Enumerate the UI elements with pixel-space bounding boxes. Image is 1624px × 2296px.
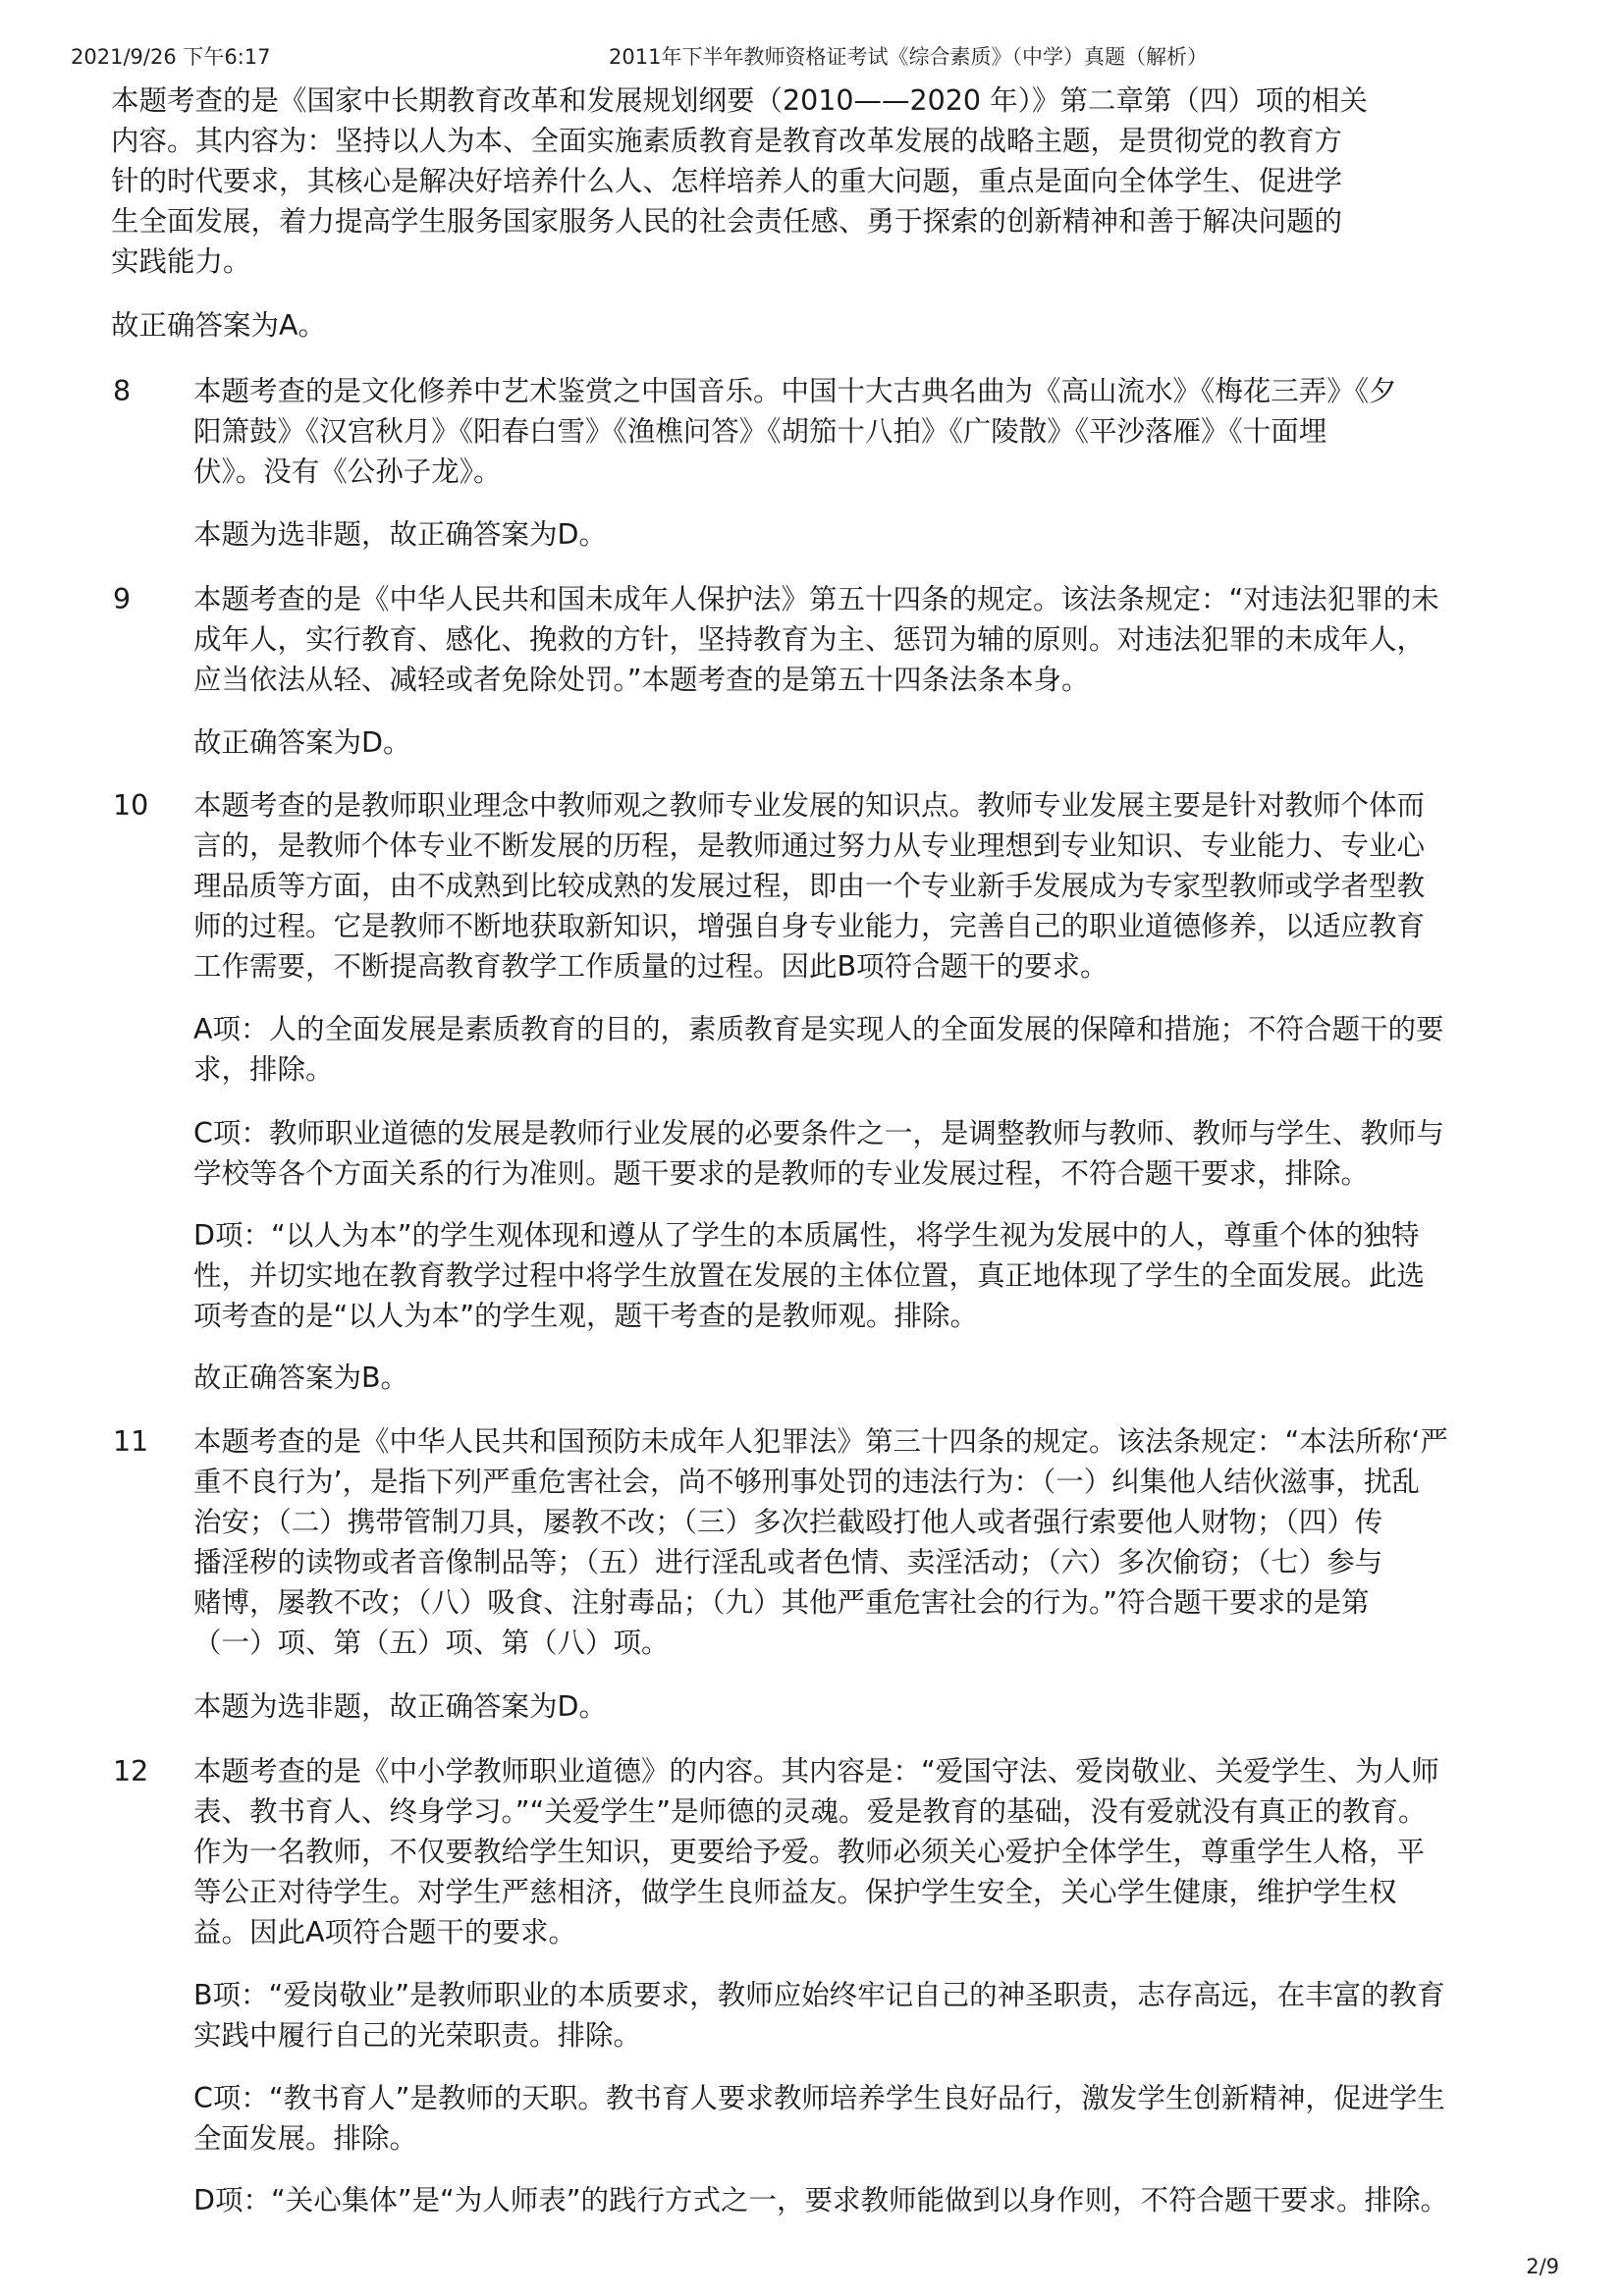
- q9-answer: 故正确答案为D。: [193, 726, 411, 759]
- text-line: 重不良行为’，是指下列严重危害社会，尚不够刑事处罚的违法行为：（一）纠集他人结伙滋事，扰乱: [193, 1466, 1420, 1498]
- text-line: 治安；（二）携带管制刀具，屡教不改；（三）多次拦截殴打他人或者强行索要他人财物；（四）传: [193, 1506, 1383, 1538]
- q10-option-d: [193, 1215, 1425, 1336]
- q11-explanation: [193, 1421, 1448, 1663]
- question-number-8: 8: [113, 375, 132, 407]
- q8-explanation: [193, 371, 1397, 492]
- question-number-11: 11: [113, 1425, 149, 1458]
- text-line: 生全面发展，着力提高学生服务国家服务人民的社会责任感、勇于探索的创新精神和善于解决问题的: [111, 205, 1343, 238]
- text-line: C项：教师职业道德的发展是教师行业发展的必要条件之一，是调整教师与教师、教师与学生、教师与: [193, 1117, 1444, 1149]
- text-line: 本题考查的是《国家中长期教育改革和发展规划纲要（2010——2020 年）》第二章第（四）项的相关: [111, 84, 1368, 117]
- text-line: 播淫秽的读物或者音像制品等；（五）进行淫乱或者色情、卖淫活动；（六）多次偷窃；（七）参与: [193, 1546, 1383, 1578]
- document-title: 2011年下半年教师资格证考试《综合素质》（中学）真题（解析）: [609, 45, 1208, 69]
- q12-option-c: [193, 2078, 1445, 2159]
- text-line: 全面发展。排除。: [193, 2122, 418, 2155]
- text-line: 内容。其内容为：坚持以人为本、全面实施素质教育是教育改革发展的战略主题，是贯彻党的教育方: [111, 125, 1343, 157]
- q12-option-d: [193, 2180, 1448, 2220]
- q10-option-a: [193, 1009, 1444, 1090]
- text-line: 应当依法从轻、减轻或者免除处罚。”本题考查的是第五十四条法条本身。: [193, 664, 1090, 696]
- q10-answer: 故正确答案为B。: [193, 1362, 409, 1394]
- text-line: C项：“教书育人”是教师的天职。教书育人要求教师培养学生良好品行，激发学生创新精神，促进学生: [193, 2082, 1445, 2114]
- text-line: 本题考查的是教师职业理念中教师观之教师专业发展的知识点。教师专业发展主要是针对教师个体而: [193, 789, 1426, 822]
- intro-paragraph: [111, 80, 1368, 282]
- text-line: 本题考查的是《中小学教师职业道德》的内容。其内容是：“爱国守法、爱岗敬业、关爱学生、为人师: [193, 1755, 1439, 1788]
- q12-explanation: [193, 1751, 1439, 1952]
- text-line: 本题考查的是文化修养中艺术鉴赏之中国音乐。中国十大古典名曲为《高山流水》《梅花三弄》《夕: [193, 375, 1397, 407]
- text-line: 阳箫鼓》《汉宫秋月》《阳春白雪》《渔樵问答》《胡笳十八拍》《广陵散》《平沙落雁》《十面埋: [193, 415, 1327, 448]
- question-number-10: 10: [113, 789, 149, 822]
- q10-option-c: [193, 1113, 1444, 1194]
- text-line: 实践中履行自己的光荣职责。排除。: [193, 2019, 642, 2052]
- text-line: 项考查的是“以人为本”的学生观，题干考查的是教师观。排除。: [193, 1300, 979, 1332]
- q8-answer: 本题为选非题，故正确答案为D。: [193, 518, 607, 551]
- text-line: 性，并切实地在教育教学过程中将学生放置在发展的主体位置，真正地体现了学生的全面发展。此选: [193, 1259, 1426, 1292]
- q12-option-b: [193, 1975, 1445, 2056]
- text-line: B项：“爱岗敬业”是教师职业的本质要求，教师应始终牢记自己的神圣职责，志存高远，在丰富的教育: [193, 1979, 1445, 2011]
- text-line: 表、教书育人、终身学习。”“关爱学生”是师德的灵魂。爱是教育的基础，没有爱就没有真正的教育。: [193, 1795, 1427, 1828]
- text-line: 本题考查的是《中华人民共和国预防未成年人犯罪法》第三十四条的规定。该法条规定：“本法所称‘严: [193, 1425, 1448, 1458]
- q10-explanation: [193, 785, 1425, 987]
- text-line: 益。因此A项符合题干的要求。: [193, 1916, 576, 1949]
- text-line: 学校等各个方面关系的行为准则。题干要求的是教师的专业发展过程，不符合题干要求，排除。: [193, 1157, 1370, 1190]
- intro-answer: 故正确答案为A。: [111, 309, 326, 342]
- text-line: 理品质等方面，由不成熟到比较成熟的发展过程，即由一个专业新手发展成为专家型教师或学者型教: [193, 870, 1426, 902]
- text-line: 作为一名教师，不仅要教给学生知识，更要给予爱。教师必须关心爱护全体学生，尊重学生人格，平: [193, 1836, 1426, 1868]
- question-number-9: 9: [113, 583, 132, 615]
- text-line: D项：“以人为本”的学生观体现和遵从了学生的本质属性，将学生视为发展中的人，尊重个体的独特: [193, 1219, 1420, 1252]
- text-line: 伏》。没有《公孙子龙》。: [193, 455, 502, 488]
- text-line: 工作需要，不断提高教育教学工作质量的过程。因此B项符合题干的要求。: [193, 950, 1109, 983]
- q9-explanation: [193, 579, 1439, 700]
- text-line: D项：“关心集体”是“为人师表”的践行方式之一，要求教师能做到以身作则，不符合题干要求。排除。: [193, 2184, 1449, 2216]
- text-line: 本题考查的是《中华人民共和国未成年人保护法》第五十四条的规定。该法条规定：“对违法犯罪的未: [193, 583, 1439, 615]
- text-line: （一）项、第（五）项、第（八）项。: [193, 1627, 670, 1659]
- text-line: 求，排除。: [193, 1053, 334, 1086]
- text-line: 成年人，实行教育、感化、挽救的方针，坚持教育为主、惩罚为辅的原则。对违法犯罪的未成年人，: [193, 623, 1426, 656]
- print-datetime: 2021/9/26 下午6:17: [71, 45, 271, 69]
- text-line: 针的时代要求，其核心是解决好培养什么人、怎样培养人的重大问题，重点是面向全体学生、促进学: [111, 165, 1343, 197]
- question-number-12: 12: [113, 1755, 149, 1788]
- q11-answer: 本题为选非题，故正确答案为D。: [193, 1690, 607, 1723]
- text-line: 言的，是教师个体专业不断发展的历程，是教师通过努力从专业理想到专业知识、专业能力、专业心: [193, 829, 1426, 862]
- text-line: 赌博，屡教不改；（八）吸食、注射毒品；（九）其他严重危害社会的行为。”符合题干要求的是第: [193, 1586, 1370, 1619]
- text-line: 等公正对待学生。对学生严慈相济，做学生良师益友。保护学生安全，关心学生健康，维护学生权: [193, 1876, 1397, 1908]
- text-line: 实践能力。: [111, 245, 251, 278]
- text-line: 师的过程。它是教师不断地获取新知识，增强自身专业能力，完善自己的职业道德修养，以适应教育: [193, 910, 1426, 942]
- page-number: 2/9: [1526, 2255, 1559, 2278]
- text-line: A项：人的全面发展是素质教育的目的，素质教育是实现人的全面发展的保障和措施；不符合题干的要: [193, 1013, 1444, 1045]
